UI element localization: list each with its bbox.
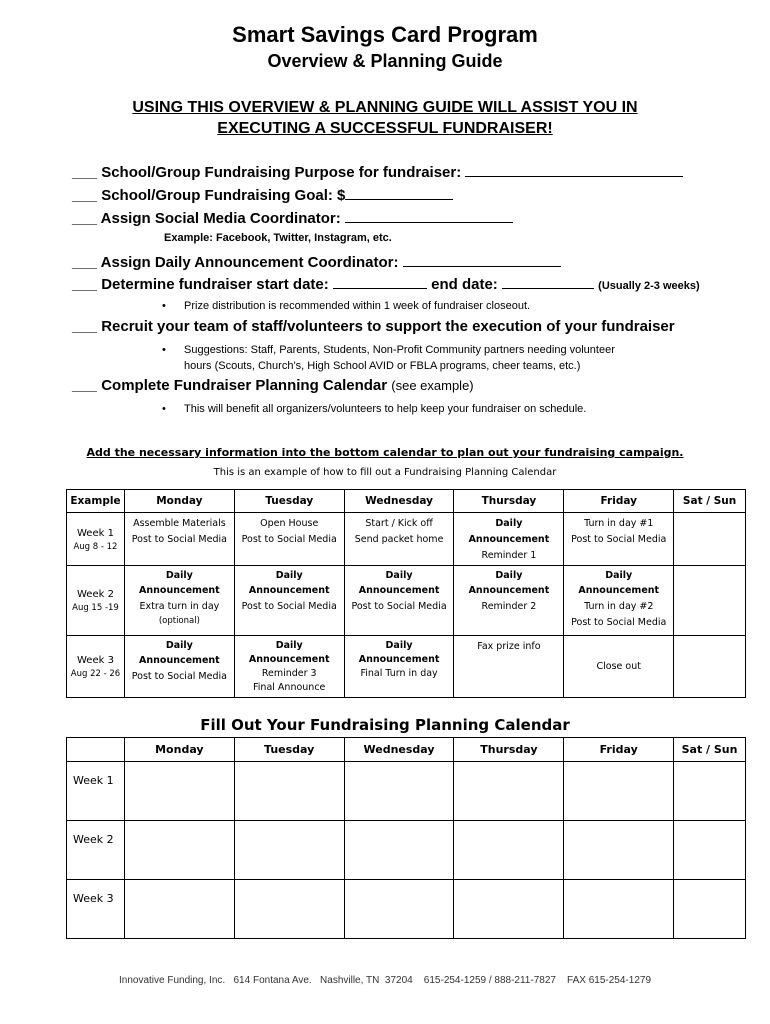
day-cell: Daily Announcement Turn in day #2 Post to Social Media [564,566,674,636]
check-blank: ___ [72,377,98,394]
fill-cell[interactable] [344,880,454,939]
purpose-blank[interactable] [465,162,683,177]
headline-line-1: USING THIS OVERVIEW & PLANNING GUIDE WILL ASSIST YOU IN [132,99,638,116]
fill-header-row [67,738,746,762]
check-blank: ___ [72,210,98,227]
header-thursday: Thursday [454,490,564,513]
header-wednesday: Wednesday [344,490,454,513]
day-cell: Daily Announcement Final Turn in day [344,636,454,698]
table-row [67,762,746,821]
calendar-intro: Add the necessary information into the bottom calendar to plan out your fundraising campaign. [86,446,684,459]
headline [0,97,770,139]
table-row [67,566,746,636]
goal-label: School/Group Fundraising Goal: $ [101,187,346,204]
header-monday: Monday [124,738,234,762]
fill-cell[interactable] [674,880,746,939]
social-example: Example: Facebook, Twitter, Instagram, etc. [164,232,392,244]
check-blank: ___ [72,254,98,271]
fill-calendar-title: Fill Out Your Fundraising Planning Calendar [200,716,570,734]
day-cell: Daily Announcement Reminder 1 [454,513,564,566]
fill-cell[interactable] [344,821,454,880]
fill-cell[interactable] [674,762,746,821]
table-row [67,821,746,880]
social-blank[interactable] [345,208,513,223]
day-cell: Close out [564,636,674,698]
recruit-bullet-line-2: hours (Scouts, Church’s, High School AVID or FBLA programs, cheer teams, etc.) [184,360,581,372]
header-tuesday: Tuesday [234,490,344,513]
checklist-calendar [72,377,474,394]
day-cell: Daily Announcement Reminder 3 Final Announce [234,636,344,698]
start-date-label: Determine fundraiser start date: [101,276,329,293]
fill-cell[interactable] [124,762,234,821]
goal-blank[interactable] [345,185,453,200]
week-cell: Week 1 [67,762,125,821]
check-blank: ___ [72,187,98,204]
checklist-dates [72,274,700,293]
header-blank [67,738,125,762]
checklist-purpose [72,162,683,181]
fill-cell[interactable] [234,880,344,939]
check-blank: ___ [72,164,98,181]
header-tuesday: Tuesday [234,738,344,762]
day-cell [674,566,746,636]
week-cell: Week 3 Aug 22 - 26 [67,636,125,698]
check-blank: ___ [72,276,98,293]
day-cell: Daily Announcement Post to Social Media [344,566,454,636]
fill-cell[interactable] [344,762,454,821]
day-cell [674,636,746,698]
fill-cell[interactable] [564,880,674,939]
end-date-blank[interactable] [502,274,594,289]
announcement-label: Assign Daily Announcement Coordinator: [100,254,399,271]
page-title: Smart Savings Card Program [232,22,538,47]
fill-cell[interactable] [454,880,564,939]
example-calendar-table [66,489,746,698]
table-row [67,636,746,698]
social-label: Assign Social Media Coordinator: [100,210,341,227]
table-row [67,880,746,939]
week-cell: Week 3 [67,880,125,939]
day-cell: Assemble Materials Post to Social Media [124,513,234,566]
dates-bullet-text: Prize distribution is recommended within 1 week of fundraiser closeout. [184,300,531,312]
header-example: Example [67,490,125,513]
page-subtitle: Overview & Planning Guide [267,51,503,71]
headline-line-2: EXECUTING A SUCCESSFUL FUNDRAISER! [217,120,553,137]
header-friday: Friday [564,738,674,762]
day-cell: Turn in day #1 Post to Social Media [564,513,674,566]
start-date-blank[interactable] [333,274,427,289]
recruit-label: Recruit your team of staff/volunteers to support the execution of your fundraiser [101,318,675,335]
fill-cell[interactable] [124,880,234,939]
checklist-announcement [72,252,561,271]
checklist-goal [72,185,453,204]
bullet-dot: • [162,344,166,356]
header-monday: Monday [124,490,234,513]
header-sat-sun: Sat / Sun [674,738,746,762]
dates-note: (Usually 2-3 weeks) [598,280,700,292]
purpose-label: School/Group Fundraising Purpose for fundraiser: [101,164,462,181]
table-row [67,513,746,566]
header-friday: Friday [564,490,674,513]
fill-calendar-table [66,737,746,939]
recruit-bullet-line-1: Suggestions: Staff, Parents, Students, Non-Profit Community partners needing volunteer [184,344,615,356]
calendar-note: (see example) [391,378,474,393]
bullet-dot: • [162,403,166,415]
header-sat-sun: Sat / Sun [674,490,746,513]
recruit-bullet [162,342,615,374]
fill-cell[interactable] [674,821,746,880]
day-cell: Daily Announcement Post to Social Media [124,636,234,698]
day-cell: Start / Kick off Send packet home [344,513,454,566]
fill-cell[interactable] [564,821,674,880]
footer-contact: Innovative Funding, Inc. 614 Fontana Ave. Nashville, TN 37204 615-254-1259 / 888-211-7827 FAX 615-254-1279 [118,975,652,986]
announcement-blank[interactable] [403,252,561,267]
fill-cell[interactable] [234,821,344,880]
day-cell: Daily Announcement Extra turn in day (optional) [124,566,234,636]
fill-cell[interactable] [454,821,564,880]
fill-cell[interactable] [234,762,344,821]
header-wednesday: Wednesday [344,738,454,762]
week-cell: Week 2 Aug 15 -19 [67,566,125,636]
bullet-dot: • [162,300,166,312]
calendar-bullet-text: This will benefit all organizers/volunteers to help keep your fundraiser on schedule. [184,403,587,415]
fill-cell[interactable] [564,762,674,821]
day-cell: Daily Announcement Post to Social Media [234,566,344,636]
checklist-recruit [72,318,675,335]
dates-bullet [162,298,530,314]
week-cell: Week 1 Aug 8 - 12 [67,513,125,566]
calendar-bullet [162,401,586,417]
example-header-row [67,490,746,513]
calendar-label: Complete Fundraiser Planning Calendar [101,377,388,394]
checklist-social [72,208,513,227]
day-cell: Fax prize info [454,636,564,698]
fill-cell[interactable] [454,762,564,821]
header-thursday: Thursday [454,738,564,762]
fill-cell[interactable] [124,821,234,880]
day-cell [674,513,746,566]
check-blank: ___ [72,318,98,335]
day-cell: Open House Post to Social Media [234,513,344,566]
end-date-label: end date: [431,276,498,293]
week-cell: Week 2 [67,821,125,880]
calendar-example-sub: This is an example of how to fill out a Fundraising Planning Calendar [213,467,557,478]
day-cell: Daily Announcement Reminder 2 [454,566,564,636]
